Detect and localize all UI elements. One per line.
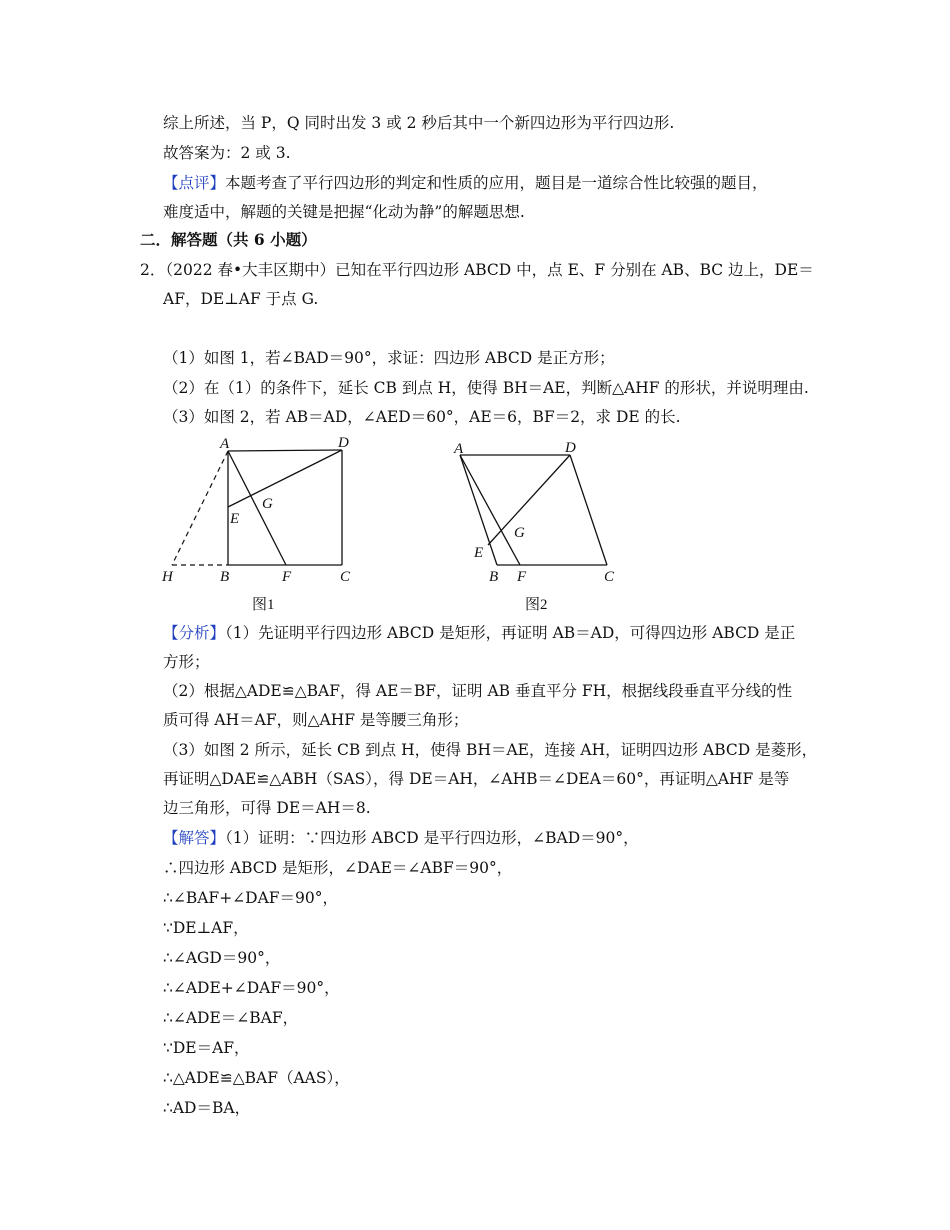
analysis-paragraph [163,623,795,643]
comment-tag: 【点评】 [163,174,226,192]
segment-af [460,455,520,565]
label-f: F [282,569,292,585]
proof-step-4: ∴∠AGD＝90°， [163,949,281,967]
segment-de [488,455,570,545]
answer-tag: 【解答】 [163,829,226,847]
answer-line: 故答案为：2 或 3. [163,144,291,162]
analysis-line-3: （2）根据△ADE≌△BAF，得 AE＝BF，证明 AB 垂直平分 FH，根据线段垂直平分线的性 [163,682,793,700]
label-h: H [162,569,173,585]
summary-line: 综上所述，当 P，Q 同时出发 3 或 2 秒后其中一个新四边形为平行四边形. [163,114,675,132]
figure-2-caption: 图2 [525,597,548,613]
proof-step-8: ∴△ADE≌△BAF（AAS）， [163,1069,350,1087]
figure-1 [155,432,365,617]
question-1: （1）如图 1，若∠BAD＝90°，求证：四边形 ABCD 是正方形； [163,349,615,367]
label-c: C [340,569,351,585]
analysis-line-7: 边三角形，可得 DE＝AH＝8. [163,799,371,817]
problem-statement-2: AF，DE⊥AF 于点 G. [163,290,319,308]
proof-step-2: ∴∠BAF+∠DAF＝90°， [163,889,339,907]
analysis-tag: 【分析】 [163,624,226,642]
segment-de [228,450,342,507]
proof-step-5: ∴∠ADE+∠DAF＝90°， [163,979,340,997]
segment-af [228,451,286,565]
proof-step-1: ∴四边形 ABCD 是矩形，∠DAE＝∠ABF＝90°， [163,859,513,877]
label-a: A [454,441,464,457]
proof-step-6: ∴∠ADE＝∠BAF， [163,1009,299,1027]
label-d: D [338,435,349,451]
side-dc [570,455,607,565]
analysis-text: （1）先证明平行四边形 ABCD 是矩形，再证明 AB＝AD，可得四边形 ABCD 是正 [225,624,796,642]
answer-text: （1）证明：∵四边形 ABCD 是平行四边形，∠BAD＝90°， [225,829,639,847]
analysis-line-5: （3）如图 2 所示，延长 CB 到点 H，使得 BH＝AE，连接 AH，证明四边形 ABCD 是菱形， [163,741,818,759]
dashed-ah [172,451,228,565]
label-d: D [565,440,576,456]
label-b: B [489,569,499,585]
question-2: （2）在（1）的条件下，延长 CB 到点 H，使得 BH＝AE，判断△AHF 的形状，并说明理由. [163,379,809,397]
proof-step-7: ∵DE＝AF， [163,1039,250,1057]
label-f: F [517,569,527,585]
side-ad [228,450,342,451]
answer-paragraph [163,828,639,848]
figure-2 [445,432,630,617]
section-heading: 二．解答题（共 6 小题） [140,230,317,249]
analysis-line-2: 方形； [163,653,210,671]
comment-text: 本题考查了平行四边形的判定和性质的应用，题目是一道综合性比较强的题目， [225,174,768,192]
label-e: E [230,511,240,527]
label-e: E [474,545,484,561]
label-b: B [220,569,230,585]
label-g: G [514,525,525,541]
question-3: （3）如图 2，若 AB＝AD，∠AED＝60°，AE＝6，BF＝2，求 DE 的长. [163,408,681,426]
label-g: G [262,496,273,512]
problem-statement: 2．（2022 春•大丰区期中）已知在平行四边形 ABCD 中，点 E、F 分别在 AB、BC 边上，DE＝ [140,261,814,279]
comment-paragraph [163,173,768,193]
proof-step-3: ∵DE⊥AF， [163,919,249,937]
label-a: A [220,436,230,452]
figure-1-caption: 图1 [252,597,275,613]
label-c: C [604,569,615,585]
analysis-line-6: 再证明△DAE≌△ABH（SAS），得 DE＝AH，∠AHB＝∠DEA＝60°，再证明△AHF 是等 [163,770,790,788]
analysis-line-4: 质可得 AH＝AF，则△AHF 是等腰三角形； [163,711,469,729]
proof-step-9: ∴AD＝BA， [163,1099,251,1117]
comment-line-2: 难度适中，解题的关键是把握“化动为静”的解题思想. [163,203,525,221]
